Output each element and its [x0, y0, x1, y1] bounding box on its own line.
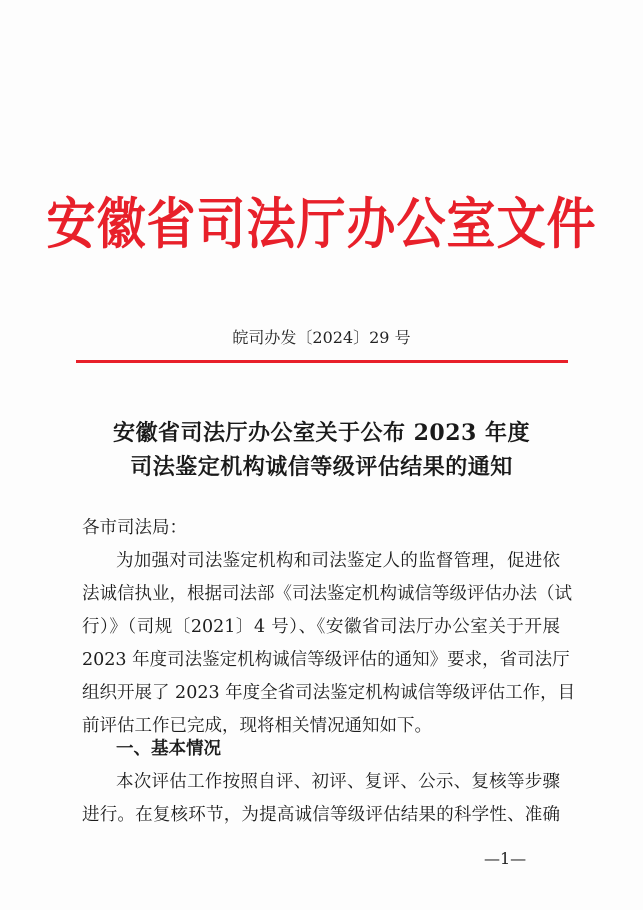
- paragraph-line: 为加强对司法鉴定机构和司法鉴定人的监督管理，促进依: [116, 551, 560, 571]
- salutation: 各市司法局：: [82, 518, 187, 538]
- paragraph-line: 行）》（司规〔2021〕4 号）、《安徽省司法厅办公室关于开展: [82, 617, 560, 637]
- section-heading: 一、基本情况: [116, 739, 221, 759]
- masthead-title: 安徽省司法厅办公室文件: [46, 192, 597, 257]
- notice-title-line-1: 安徽省司法厅办公室关于公布 2023 年度: [112, 420, 531, 446]
- notice-title-line-2: 司法鉴定机构诚信等级评估结果的通知: [130, 454, 513, 480]
- paragraph-line: 本次评估工作按照自评、初评、复评、公示、复核等步骤: [116, 772, 560, 792]
- paragraph-line: 组织开展了 2023 年度全省司法鉴定机构诚信等级评估工作，目: [82, 683, 576, 703]
- paragraph-line: 法诚信执业，根据司法部《司法鉴定机构诚信等级评估办法（试: [82, 584, 572, 604]
- paragraph-line: 前评估工作已完成，现将相关情况通知如下。: [82, 716, 432, 736]
- page-number: —1—: [484, 849, 527, 868]
- document-number: 皖司办发〔2024〕29 号: [232, 328, 411, 347]
- paragraph-line: 2023 年度司法鉴定机构诚信等级评估的通知》要求，省司法厅: [82, 650, 570, 670]
- paragraph-line: 进行。在复核环节，为提高诚信等级评估结果的科学性、准确: [82, 805, 560, 825]
- red-divider-line: [76, 360, 568, 363]
